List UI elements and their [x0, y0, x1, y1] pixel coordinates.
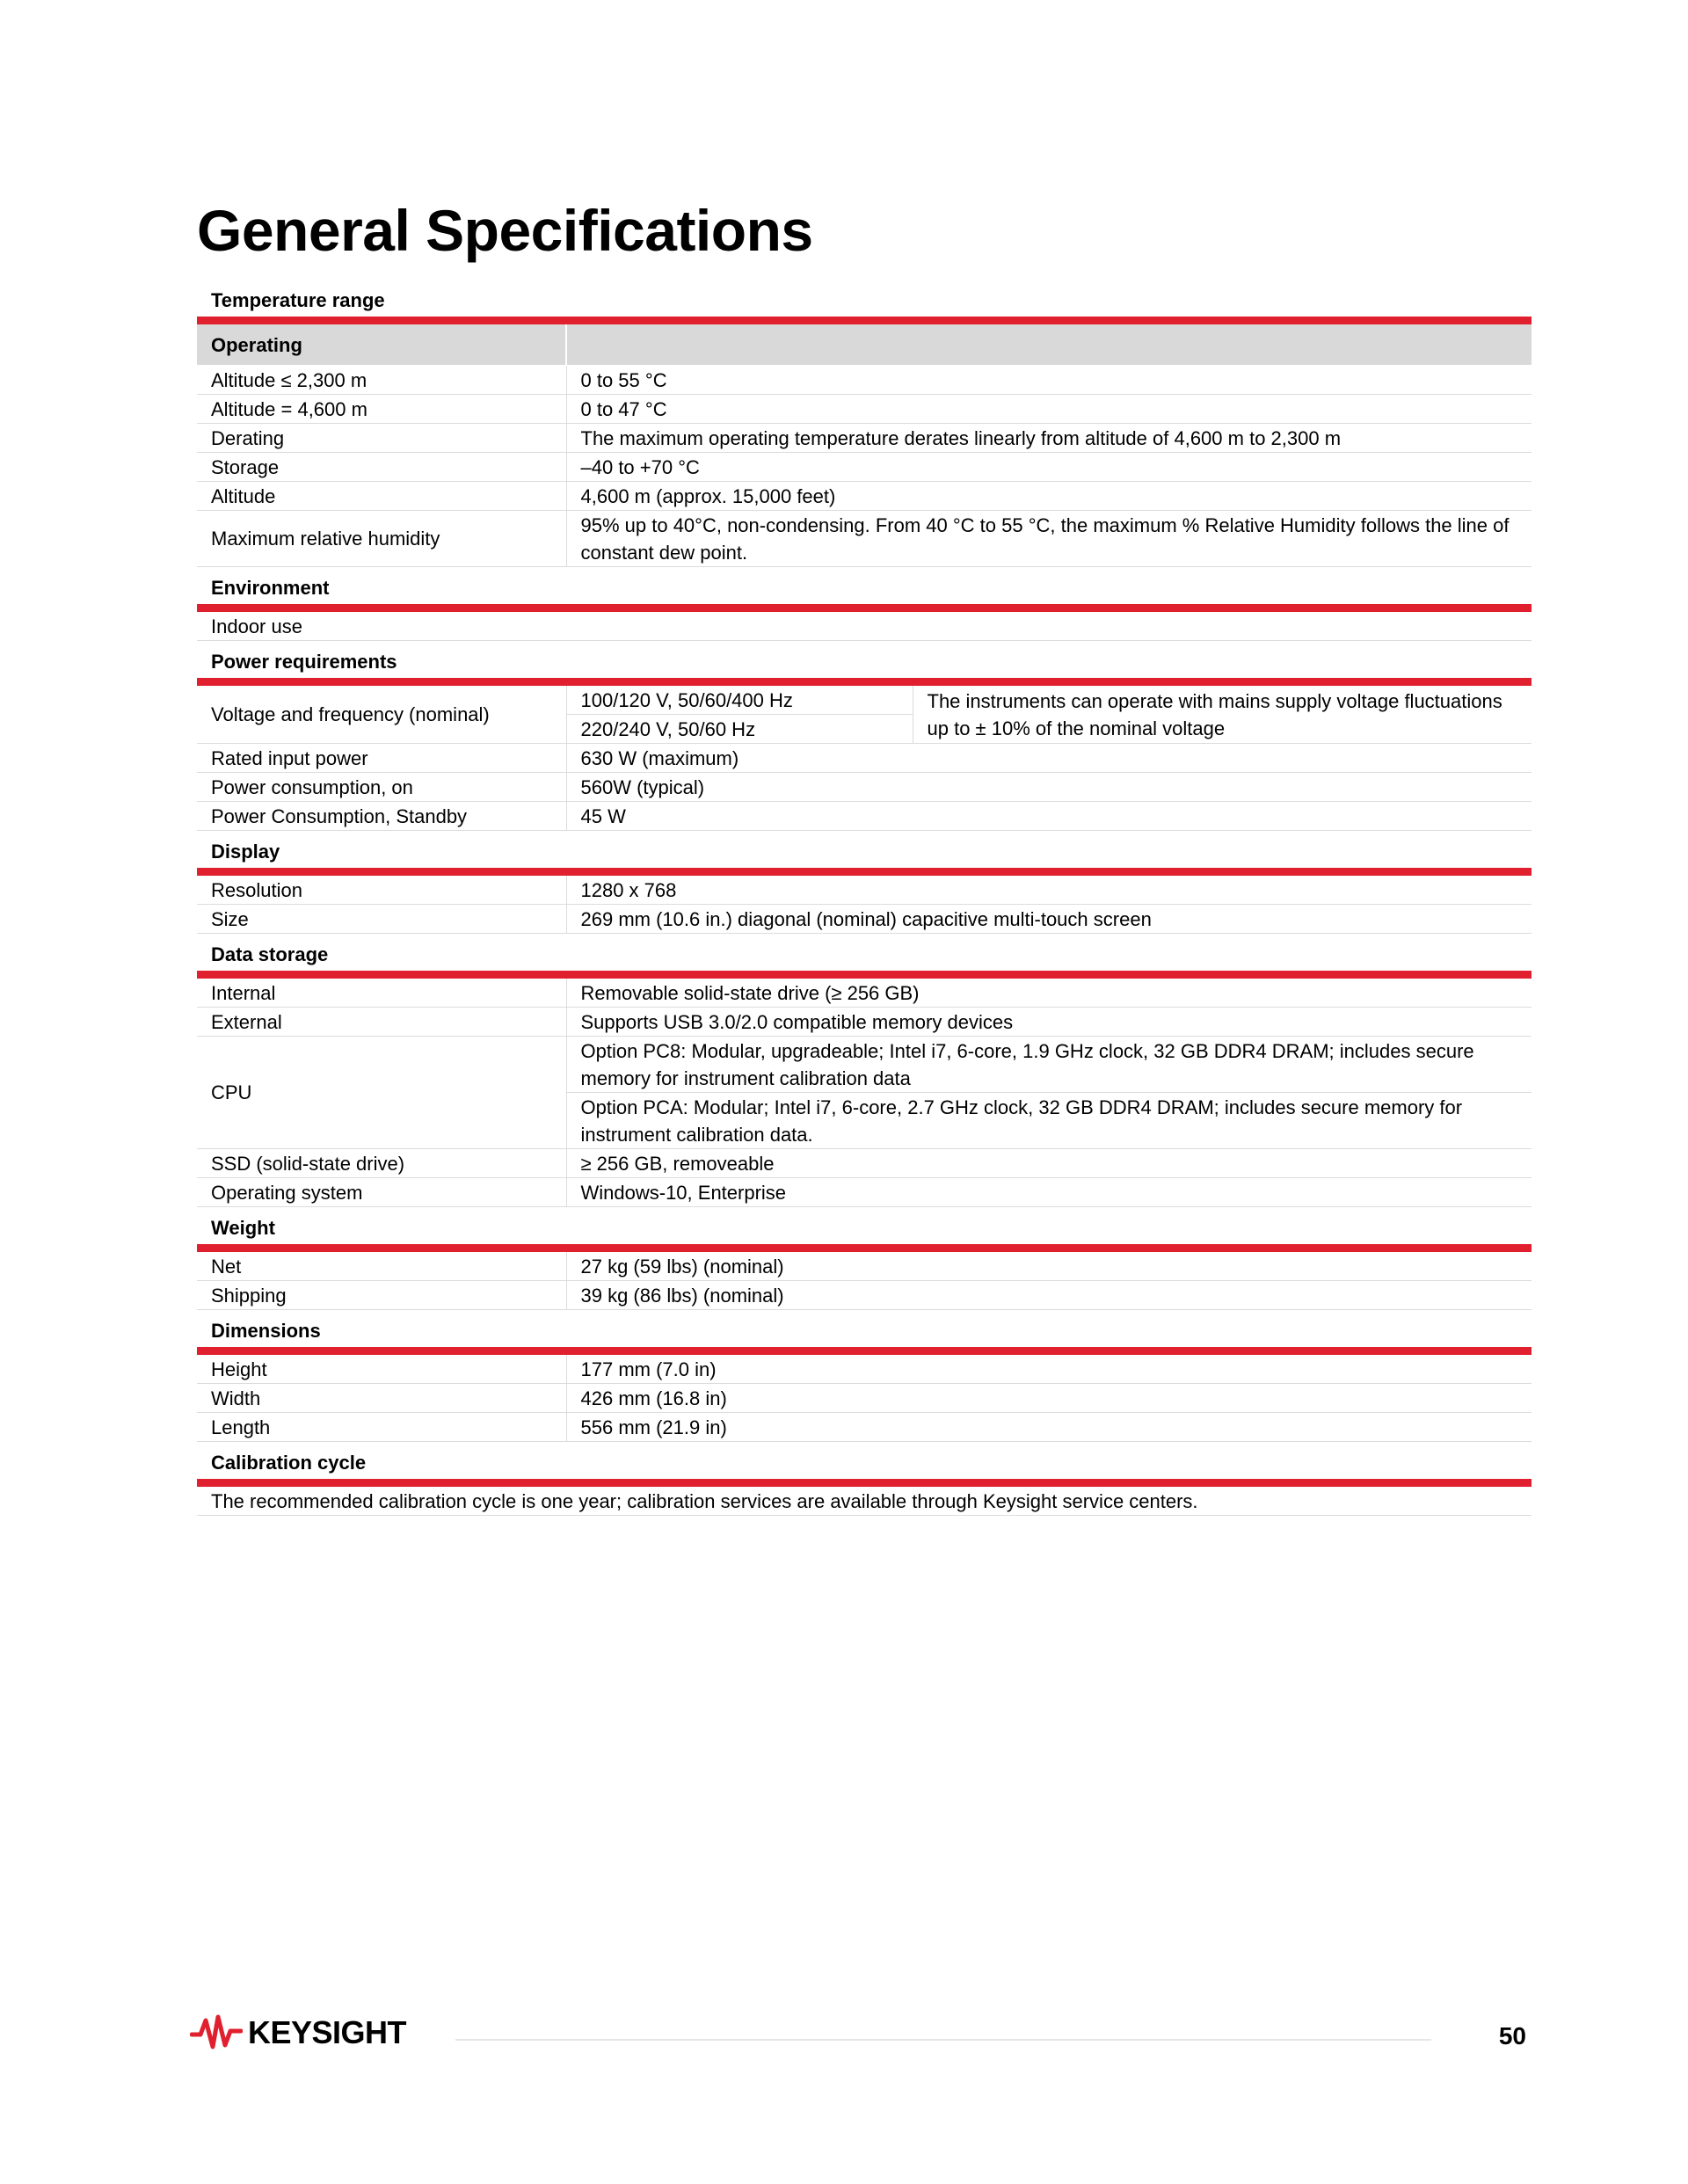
row-value: 45 W: [566, 802, 1532, 831]
section-header-temperature: [197, 280, 1532, 321]
row-label: Voltage and frequency (nominal): [197, 682, 566, 744]
section-header-dimensions: [197, 1310, 1532, 1351]
table-row: [197, 366, 1532, 395]
table-row: [197, 682, 1532, 715]
section-header-environment: [197, 567, 1532, 608]
table-row: [197, 1178, 1532, 1207]
section-heading: Environment: [197, 567, 1532, 608]
row-value: 177 mm (7.0 in): [566, 1351, 1532, 1384]
section-header-calibration: [197, 1442, 1532, 1483]
page-number: 50: [1498, 2022, 1526, 2049]
row-value: 27 kg (59 lbs) (nominal): [566, 1249, 1532, 1281]
subheader-operating: [197, 321, 1532, 366]
table-row: [197, 744, 1532, 773]
row-label: Size: [197, 905, 566, 934]
row-value: 95% up to 40°C, non-condensing. From 40 °C to 55 °C, the maximum % Relative Humidity follows the line of constant dew point.: [566, 511, 1532, 567]
footer-divider: [455, 2039, 1431, 2041]
row-value: ≥ 256 GB, removeable: [566, 1149, 1532, 1178]
table-row: [197, 1384, 1532, 1413]
row-label: Internal: [197, 975, 566, 1008]
row-label: Storage: [197, 453, 566, 482]
row-label: Altitude: [197, 482, 566, 511]
subheader-label: Operating: [197, 321, 566, 366]
row-label: Length: [197, 1413, 566, 1442]
row-value: Supports USB 3.0/2.0 compatible memory devices: [566, 1008, 1532, 1037]
row-label: Resolution: [197, 872, 566, 905]
row-label: Indoor use: [197, 608, 1532, 641]
row-value: Option PCA: Modular; Intel i7, 6-core, 2.7 GHz clock, 32 GB DDR4 DRAM; includes secure memory for instrument calibration data.: [566, 1093, 1532, 1149]
row-value: 269 mm (10.6 in.) diagonal (nominal) capacitive multi-touch screen: [566, 905, 1532, 934]
row-label: Altitude ≤ 2,300 m: [197, 366, 566, 395]
row-value: 0 to 47 °C: [566, 395, 1532, 424]
subheader-blank: [566, 321, 1532, 366]
section-heading: Display: [197, 831, 1532, 872]
table-row: [197, 608, 1532, 641]
spec-table: [197, 280, 1532, 1516]
section-header-storage: [197, 934, 1532, 975]
table-row: [197, 1281, 1532, 1310]
row-value: 556 mm (21.9 in): [566, 1413, 1532, 1442]
section-heading: Calibration cycle: [197, 1442, 1532, 1483]
row-value: 1280 x 768: [566, 872, 1532, 905]
table-row: [197, 1037, 1532, 1093]
section-heading: Power requirements: [197, 641, 1532, 682]
row-label: Rated input power: [197, 744, 566, 773]
section-header-display: [197, 831, 1532, 872]
table-row: [197, 511, 1532, 567]
section-heading: Weight: [197, 1207, 1532, 1249]
row-label: Net: [197, 1249, 566, 1281]
row-value: 0 to 55 °C: [566, 366, 1532, 395]
brand-name: KEYSIGHT: [248, 2014, 407, 2050]
keysight-wave-icon: [190, 2013, 243, 2052]
row-value: Option PC8: Modular, upgradeable; Intel i7, 6-core, 1.9 GHz clock, 32 GB DDR4 DRAM; includes secure memory for instrument calibration data: [566, 1037, 1532, 1093]
table-row: [197, 482, 1532, 511]
row-value: 39 kg (86 lbs) (nominal): [566, 1281, 1532, 1310]
row-label: Height: [197, 1351, 566, 1384]
row-value: Windows-10, Enterprise: [566, 1178, 1532, 1207]
row-label: Maximum relative humidity: [197, 511, 566, 567]
section-header-weight: [197, 1207, 1532, 1249]
table-row: [197, 453, 1532, 482]
row-value: 220/240 V, 50/60 Hz: [566, 715, 913, 744]
row-label: Altitude = 4,600 m: [197, 395, 566, 424]
row-note: The instruments can operate with mains supply voltage fluctuations up to ± 10% of the nominal voltage: [913, 682, 1532, 744]
table-row: [197, 1413, 1532, 1442]
row-value: 630 W (maximum): [566, 744, 1532, 773]
row-label: Width: [197, 1384, 566, 1413]
row-value: 560W (typical): [566, 773, 1532, 802]
row-value: 4,600 m (approx. 15,000 feet): [566, 482, 1532, 511]
table-row: [197, 975, 1532, 1008]
table-row: [197, 872, 1532, 905]
table-row: [197, 905, 1532, 934]
row-label: CPU: [197, 1037, 566, 1149]
row-label: Derating: [197, 424, 566, 453]
row-value: The maximum operating temperature derates linearly from altitude of 4,600 m to 2,300 m: [566, 424, 1532, 453]
section-heading: Dimensions: [197, 1310, 1532, 1351]
keysight-logo: [190, 2013, 406, 2052]
section-header-power: [197, 641, 1532, 682]
row-label: Operating system: [197, 1178, 566, 1207]
row-value: 100/120 V, 50/60/400 Hz: [566, 682, 913, 715]
table-row: [197, 773, 1532, 802]
row-label: External: [197, 1008, 566, 1037]
table-row: [197, 1149, 1532, 1178]
row-value: –40 to +70 °C: [566, 453, 1532, 482]
row-value: Removable solid-state drive (≥ 256 GB): [566, 975, 1532, 1008]
table-row: [197, 802, 1532, 831]
row-label: Shipping: [197, 1281, 566, 1310]
row-label: Power consumption, on: [197, 773, 566, 802]
table-row: [197, 424, 1532, 453]
section-heading: Data storage: [197, 934, 1532, 975]
page-title: General Specifications: [197, 198, 813, 263]
section-heading: Temperature range: [197, 280, 1532, 321]
table-row: [197, 395, 1532, 424]
table-row: [197, 1483, 1532, 1516]
row-label: SSD (solid-state drive): [197, 1149, 566, 1178]
row-label: Power Consumption, Standby: [197, 802, 566, 831]
calibration-text: The recommended calibration cycle is one year; calibration services are available through Keysight service centers.: [197, 1483, 1532, 1516]
table-row: [197, 1351, 1532, 1384]
row-value: 426 mm (16.8 in): [566, 1384, 1532, 1413]
table-row: [197, 1249, 1532, 1281]
table-row: [197, 1008, 1532, 1037]
